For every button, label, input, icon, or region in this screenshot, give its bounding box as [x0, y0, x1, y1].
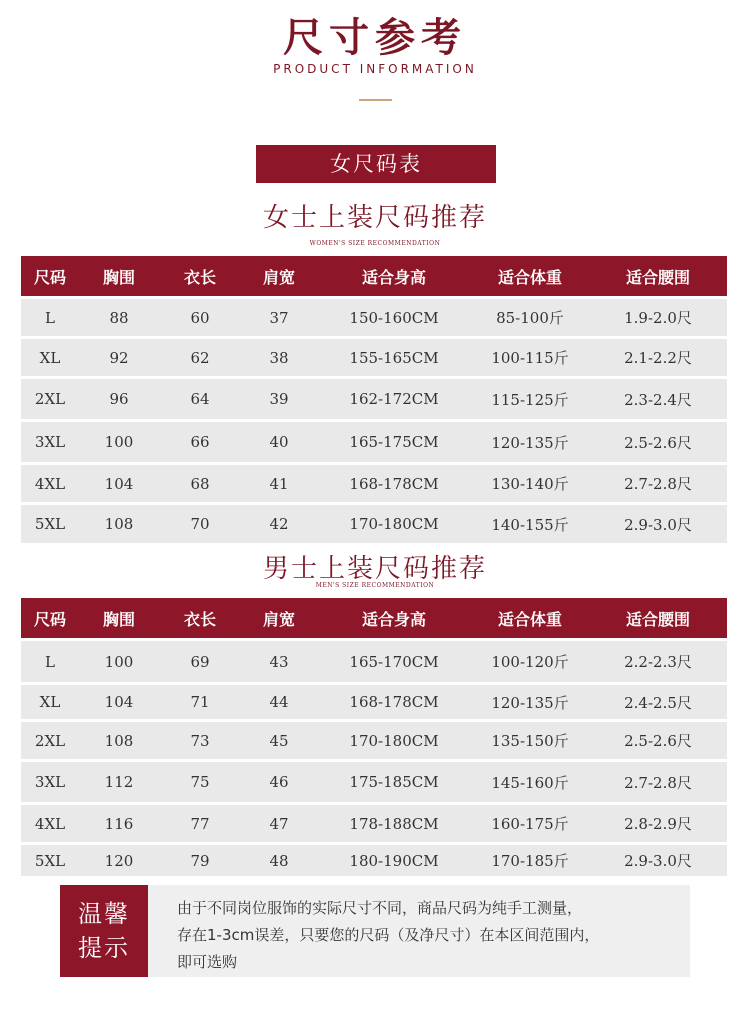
table-cell: 2.7-2.8尺: [624, 475, 692, 493]
table-cell: 92: [109, 348, 129, 367]
tip-text: [177, 895, 682, 976]
men-section-title: 男士上装尺码推荐: [262, 554, 487, 584]
table-cell: 2XL: [34, 390, 66, 408]
table-cell: 180-190CM: [349, 851, 439, 870]
men-size-table: [21, 598, 727, 876]
table-cell: 62: [190, 348, 210, 367]
table-cell: 165-175CM: [349, 433, 439, 451]
table-cell: 178-188CM: [349, 814, 439, 833]
table-cell: 175-185CM: [349, 773, 439, 791]
table-cell: 79: [190, 851, 210, 870]
women-section-subtitle: WOMEN'S SIZE RECOMMENDATION: [309, 240, 441, 247]
table-cell: 2.9-3.0尺: [624, 852, 692, 870]
table-cell: 2.5-2.6尺: [624, 433, 692, 452]
table-cell: 2.9-3.0尺: [624, 515, 692, 534]
table-cell: 115-125斤: [491, 390, 569, 409]
table-cell: 42: [269, 515, 289, 533]
tip-label: [60, 885, 148, 977]
table-row: [21, 296, 727, 336]
table-cell: 69: [190, 652, 210, 671]
table-cell: 41: [269, 474, 289, 493]
table-cell: 44: [269, 693, 289, 711]
column-header: 胸围: [102, 267, 135, 287]
tip-line-1: 由于不同岗位服饰的实际尺寸不同，商品尺码为纯手工测量，: [177, 899, 583, 917]
table-cell: 2.8-2.9尺: [624, 815, 692, 833]
table-cell: 2.4-2.5尺: [624, 693, 692, 712]
table-cell: 100-120斤: [491, 653, 569, 671]
column-header: 适合身高: [361, 267, 426, 287]
table-cell: 4XL: [34, 474, 66, 493]
table-cell: 120: [104, 851, 134, 870]
table-cell: 48: [269, 851, 289, 870]
table-cell: 73: [190, 731, 210, 750]
table-row: [21, 719, 727, 759]
table-cell: 2.5-2.6尺: [624, 732, 692, 750]
table-cell: 88: [109, 308, 129, 327]
table-cell: 108: [104, 731, 134, 750]
table-row: [21, 842, 727, 876]
table-cell: 3XL: [34, 773, 66, 791]
table-cell: 37: [269, 308, 289, 327]
table-cell: 1.9-2.0尺: [624, 309, 692, 327]
table-cell: XL: [39, 693, 61, 711]
table-cell: 165-170CM: [349, 652, 439, 671]
table-row: [21, 376, 727, 419]
table-cell: 150-160CM: [349, 308, 439, 327]
tip-line-2: 存在1-3cm误差，只要您的尺码（及净尺寸）在本区间范围内，: [177, 926, 600, 944]
table-row: [21, 419, 727, 462]
table-cell: XL: [39, 348, 61, 367]
table-cell: 85-100斤: [496, 309, 564, 327]
column-header: 衣长: [183, 267, 216, 287]
table-row: [21, 682, 727, 719]
table-row: [21, 759, 727, 802]
table-cell: 4XL: [34, 814, 66, 833]
tip-line-3: 即可选购: [177, 953, 238, 971]
table-cell: 112: [104, 773, 134, 791]
table-cell: 155-165CM: [349, 348, 439, 367]
column-header: 适合体重: [497, 609, 562, 629]
table-cell: 2.3-2.4尺: [624, 390, 692, 409]
table-cell: 60: [190, 308, 210, 327]
table-cell: 3XL: [34, 433, 66, 451]
table-cell: 100: [104, 433, 134, 451]
table-header-row: [21, 598, 727, 638]
page-title: 尺寸参考: [283, 14, 467, 61]
table-header-row: [21, 256, 727, 296]
table-cell: 170-185斤: [491, 852, 569, 870]
table-cell: 5XL: [34, 851, 66, 870]
table-cell: 96: [109, 390, 129, 408]
column-header: 适合腰围: [625, 267, 690, 287]
column-header: 尺码: [33, 267, 66, 287]
column-header: 适合腰围: [625, 609, 690, 629]
table-cell: 66: [190, 433, 210, 451]
table-cell: 2XL: [34, 731, 66, 750]
women-section-title: 女士上装尺码推荐: [262, 203, 487, 233]
table-cell: 2.2-2.3尺: [624, 653, 692, 671]
table-cell: 39: [269, 390, 289, 408]
table-cell: 68: [190, 474, 210, 493]
column-header: 适合身高: [361, 609, 426, 629]
table-cell: 135-150斤: [491, 732, 569, 750]
table-row: [21, 462, 727, 502]
table-row: [21, 638, 727, 682]
table-cell: 168-178CM: [349, 693, 439, 711]
tip-label-line2: 提示: [78, 934, 130, 962]
tip-label-line1: 温馨: [78, 900, 130, 928]
table-cell: 170-180CM: [349, 731, 439, 750]
column-header: 衣长: [183, 609, 216, 629]
table-cell: 104: [104, 474, 134, 493]
table-cell: 120-135斤: [491, 433, 569, 452]
table-cell: 70: [190, 515, 210, 533]
table-cell: L: [45, 308, 55, 327]
column-header: 尺码: [33, 609, 66, 629]
table-cell: 77: [190, 814, 210, 833]
table-row: [21, 336, 727, 376]
column-header: 肩宽: [262, 267, 295, 287]
table-cell: 104: [104, 693, 134, 711]
table-cell: 47: [269, 814, 289, 833]
table-cell: 71: [190, 693, 210, 711]
table-cell: 145-160斤: [491, 773, 569, 792]
table-cell: 2.1-2.2尺: [624, 349, 692, 367]
table-cell: 100: [104, 652, 134, 671]
table-cell: 64: [190, 390, 210, 408]
women-size-table: [21, 256, 727, 543]
column-header: 胸围: [102, 609, 135, 629]
table-cell: 108: [104, 515, 134, 533]
men-section-subtitle: MEN'S SIZE RECOMMENDATION: [315, 582, 435, 589]
table-cell: 160-175斤: [491, 815, 569, 833]
table-row: [21, 502, 727, 543]
tip-box: [60, 885, 690, 977]
table-cell: 43: [269, 652, 289, 671]
table-cell: 2.7-2.8尺: [624, 773, 692, 792]
table-cell: 45: [269, 731, 289, 750]
table-cell: 38: [269, 348, 289, 367]
table-cell: 5XL: [34, 515, 66, 533]
column-header: 适合体重: [497, 267, 562, 287]
table-cell: L: [45, 652, 55, 671]
table-cell: 46: [269, 773, 289, 791]
page-subtitle: PRODUCT INFORMATION: [273, 62, 477, 76]
table-cell: 162-172CM: [349, 390, 439, 408]
size-chart-banner: 女尺码表: [256, 145, 496, 183]
table-cell: 120-135斤: [491, 693, 569, 712]
table-cell: 100-115斤: [491, 349, 569, 367]
table-cell: 140-155斤: [491, 515, 569, 534]
table-cell: 168-178CM: [349, 474, 439, 493]
column-header: 肩宽: [262, 609, 295, 629]
table-cell: 170-180CM: [349, 515, 439, 533]
table-cell: 75: [190, 773, 210, 791]
table-row: [21, 802, 727, 842]
table-cell: 40: [269, 433, 289, 451]
table-cell: 130-140斤: [491, 475, 569, 493]
table-cell: 116: [104, 814, 134, 833]
divider: [359, 99, 392, 101]
